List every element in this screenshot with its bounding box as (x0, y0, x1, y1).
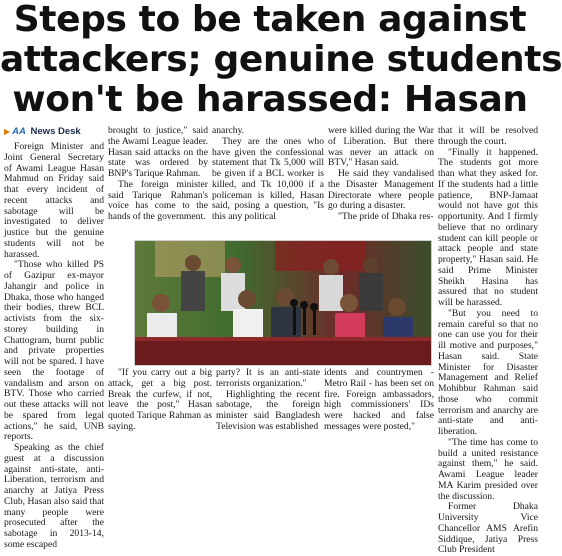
article-column-4 (328, 126, 434, 236)
paragraph: "Finally it happened. The students got more than what they asked for. If the students had a little patience, BNP-Jamaat would not have got this opportunity. And I firmly believe that no ordinary student can kill people or attack people and state property," Hasan said. He said Prime Minister Sheikh Hasina has assured that no student will be harassed. (438, 146, 538, 308)
article-column-2-lower (108, 368, 212, 440)
paragraph: party? It is an anti-state terrorists organization." (216, 367, 320, 389)
article-column-2 (108, 126, 208, 236)
headline (0, 0, 562, 120)
paragraph: The foreign minister said Tarique Rahman's voice has come to the hands of the government. (108, 178, 208, 222)
article-column-3 (212, 126, 324, 236)
paragraph: Former Dhaka University Vice Chancellor AMS Arefin Siddique, Jatiya Press Club President (438, 501, 538, 556)
press-conference-photo (134, 240, 432, 366)
paragraph: "Those who killed PS of Gazipur ex-mayor Jahangir and police in Dhaka, those who hanged their bodies, threw BCL activists from the six-storey building in Chattogram, burnt public and private properties will not be spared. I have seen the footage of vandalism and arson on BTV. Those who carried out these attacks will not be spared from legal actions," he said, UNB reports. (4, 259, 104, 443)
paragraph: were killed during the War of Liberation. But there was never an attack on BTV," Hasan said. (328, 125, 434, 169)
article-column-3-lower (216, 368, 320, 440)
triangle-bullet-icon: ▶ (4, 127, 11, 136)
paragraph: that it will be resolved through the court. (438, 125, 538, 147)
paragraph: He said they vandalised the Disaster Management Directorate where people go during a disaster. (328, 168, 434, 212)
paragraph: Foreign Minister and Joint General Secretary of Awami League Hasan Mahmud on Friday said that every incident of recent attacks and sabotage will be investigated to deliver justice but the genuine students will not be harassed. (4, 141, 104, 260)
paragraph: idents and countrymen - Metro Rail - has been set on fire. Foreign ambassadors, high commissioners' IDs were hacked and false messages were posted," (324, 367, 434, 432)
article-column-5 (438, 125, 538, 556)
byline (4, 126, 81, 140)
paragraph: Highlighting the recent sabotage, the foreign minister said Bangladesh Television was established (216, 388, 320, 432)
headline-line-1: Steps to be taken against (13, 0, 527, 40)
paragraph: They are the ones who have given the confessional statement that Tk 5,000 will be given if a BCL worker is killed, and Tk 10,000 if a policeman is killed, Hasan said, posing a question, "Is this any political (212, 135, 324, 222)
paragraph: "If you carry out a big attack, get a big post. Break the curfew, if not, leave the post," Hasan quoted Tarique Rahman as saying. (108, 367, 212, 432)
article-column-4-lower (324, 368, 434, 440)
news-desk-label: News Desk (30, 126, 81, 137)
paragraph: "But you need to remain careful so that no one can use you for their ill motive and purposes," Hasan said. State Minister for Disaster Management and Relief Mohibbur Rahman said those who commit terrorism and anarchy are anti-state and anti-liberation. (438, 307, 538, 437)
source-logo: AA (12, 126, 26, 137)
headline-line-3: won't be harassed: Hasan (12, 79, 528, 120)
paragraph: Speaking as the chief guest at a discussion against anti-state, anti-Liberation, terrorism and anarchy at Jatiya Press Club, Hasan also said that many people were prosecuted after the sabotage in 2013-14, some escaped (4, 442, 104, 550)
paragraph: "The time has come to build a united resistance against them," he said. Awami League leader MA Karim presided over the discussion. (438, 436, 538, 502)
paragraph: brought to justice," said the Awami League leader. Hasan said attacks on the state was ordered by BNP's Tarique Rahman. (108, 125, 208, 179)
article-column-1 (4, 141, 104, 550)
headline-line-2: attackers; genuine students (0, 39, 562, 80)
paragraph: anarchy. (212, 125, 245, 136)
paragraph: "The pride of Dhaka res- (338, 211, 434, 222)
